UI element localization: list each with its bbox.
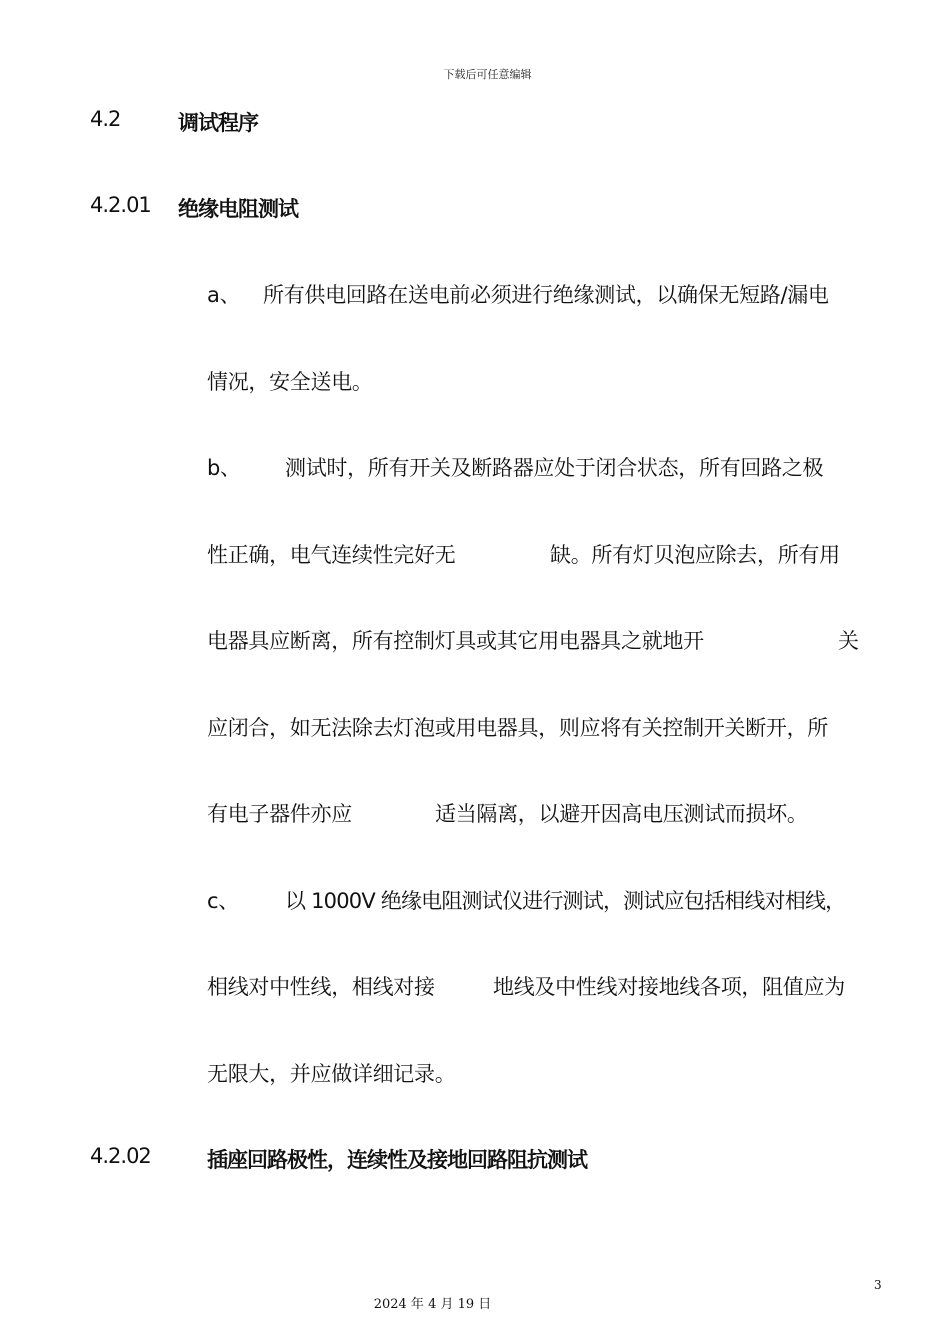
item-b-line: 适当隔离，以避开因高电压测试而损坏。 <box>435 802 808 826</box>
item-a-line: 所有供电回路在送电前必须进行绝缘测试，以确保无短路/漏电 <box>263 283 829 307</box>
subsection-title: 绝缘电阻测试 <box>178 197 298 221</box>
footer-date: 2024 年 4 月 19 日 <box>373 1297 492 1312</box>
subsection-title: 插座回路极性，连续性及接地回路阻抗测试 <box>207 1148 587 1172</box>
item-a-marker: a、 <box>207 283 241 307</box>
item-c-marker: c、 <box>207 889 239 913</box>
item-c-line: 以 1000V 绝缘电阻测试仪进行测试，测试应包括相线对相线， <box>285 889 846 913</box>
item-c-line: 相线对中性线，相线对接 <box>207 975 435 999</box>
item-b-line: 应闭合，如无法除去灯泡或用电器具，则应将有关控制开关断开，所 <box>207 716 828 740</box>
item-a-line: 情况，安全送电。 <box>207 370 373 394</box>
item-c-line: 地线及中性线对接地线各项，阻值应为 <box>493 975 845 999</box>
item-b-line: 电器具应断离，所有控制灯具或其它用电器具之就地开 <box>207 629 704 653</box>
item-c-line: 无限大，并应做详细记录。 <box>207 1062 456 1086</box>
section-title: 调试程序 <box>178 111 258 135</box>
item-b-line: 关 <box>838 629 859 653</box>
item-b-line: 有电子器件亦应 <box>207 802 352 826</box>
page-number: 3 <box>874 1278 882 1292</box>
item-b-line: 缺。所有灯贝泡应除去，所有用 <box>550 543 840 567</box>
page-header-note: 下载后可任意编辑 <box>443 68 532 81</box>
item-b-line: 测试时，所有开关及断路器应处于闭合状态，所有回路之极 <box>285 456 824 480</box>
section-number: 4.2 <box>90 107 121 131</box>
subsection-number: 4.2.02 <box>90 1144 151 1168</box>
subsection-number: 4.2.01 <box>90 193 151 217</box>
item-b-line: 性正确，电气连续性完好无 <box>207 543 456 567</box>
item-b-marker: b、 <box>207 456 241 480</box>
